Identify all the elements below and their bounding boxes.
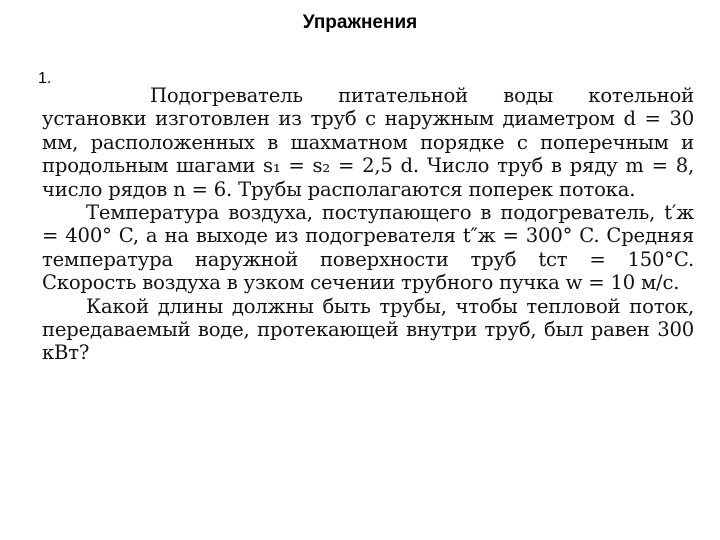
- problem-paragraph-conditions: Подогреватель питательной воды котельной установки изготовлен из труб с наружным диаметром d = 30 мм, расположенных в шахматном порядке с поперечным и продольным шагами s₁ = s₂ = 2,5 d. Число труб в ряду m = 8, число рядов n = 6. Трубы располагаются поперек потока.: [42, 84, 694, 201]
- problem-paragraph-temperatures: Температура воздуха, поступающего в подогреватель, t′ж = 400° C, а на выходе из подогревателя t″ж = 300° C. Средняя температура наружной поверхности труб tст = 150°C. Скорость воздуха в узком сечении трубного пучка w = 10 м/с.: [42, 201, 694, 295]
- problem-paragraph-question: Какой длины должны быть трубы, чтобы тепловой поток, передаваемый воде, протекающей внутри труб, был равен 300 кВт?: [42, 294, 694, 365]
- exercise-number: 1.: [38, 70, 52, 87]
- slide-title: Упражнения: [302, 12, 418, 33]
- problem-text: [42, 84, 694, 365]
